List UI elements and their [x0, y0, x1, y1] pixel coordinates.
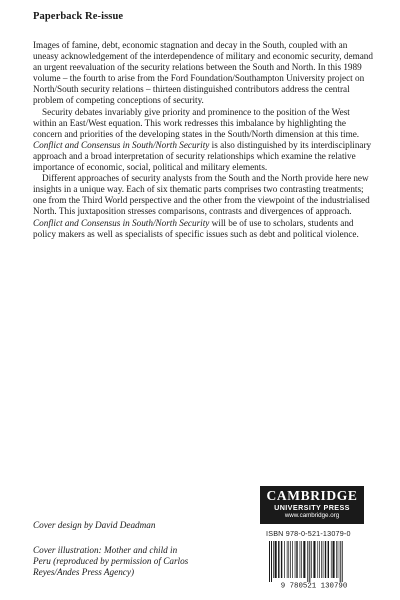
barcode-bar — [278, 541, 279, 578]
blurb-text: Security debates invariably give priority and prominence to the position of the West within an East/West equation. This work redresses this imbalance by highlighting the concern and priorities of the developing states in the South/North dimension at this time. — [33, 106, 360, 139]
barcode-bar — [309, 541, 310, 582]
blurb-text: will be of use to scholars, students and policy makers as well as specialists of specific issues such as debt and political violence. — [33, 217, 359, 239]
barcode-bar — [336, 541, 337, 578]
barcode-bar — [301, 541, 302, 578]
barcode-bar — [313, 541, 315, 578]
book-title-italic: Conflict and Consensus in South/North Security — [33, 139, 210, 150]
publisher-url: www.cambridge.org — [284, 512, 340, 519]
barcode-bar — [328, 541, 329, 578]
isbn-label: ISBN 978-0-521-13079-0 — [266, 529, 351, 538]
publisher-name: CAMBRIDGE — [266, 488, 358, 503]
barcode-bar — [292, 541, 293, 578]
barcode-bar — [319, 541, 320, 578]
blurb-paragraph-3 — [33, 173, 373, 240]
barcode-bar — [290, 541, 291, 578]
barcode-bar — [271, 541, 272, 582]
barcode-bar — [300, 541, 301, 578]
barcode-bar — [323, 541, 324, 578]
barcode — [262, 539, 366, 589]
barcode-bar — [269, 541, 270, 582]
blurb-text: Different approaches of security analysts from the South and the North provide here new insights in a unique way. Each of six thematic parts comprises two contrasting treatments; one from the Third World perspective and the other from the viewpoint of the industrialised North. This juxtaposition stresses comparisons, contrasts and divergences of approach. — [33, 173, 370, 217]
barcode-digits: 9 780521 130790 — [280, 582, 348, 589]
blurb — [33, 40, 373, 240]
barcode-bar — [303, 541, 305, 578]
barcode-bar — [317, 541, 318, 578]
barcode-bar — [311, 541, 312, 578]
barcode-bar — [288, 541, 289, 578]
barcode-bar — [273, 541, 274, 578]
blurb-text: is also distinguished by its interdisciplinary approach and a broad interpretation of security relationships which examine the relative importance of economic, social, political and military elements. — [33, 139, 372, 173]
publisher-subtitle: UNIVERSITY PRESS — [274, 503, 350, 512]
barcode-bar — [321, 541, 322, 578]
barcode-bar — [296, 541, 297, 578]
barcode-bar — [307, 541, 308, 582]
reissue-label: Paperback Re-issue — [33, 11, 124, 22]
publisher-logo — [260, 486, 364, 524]
book-title-italic: Conflict and Consensus in South/North Security — [33, 217, 210, 228]
barcode-bar — [325, 541, 326, 578]
barcode-bar — [340, 541, 341, 582]
barcode-bar — [284, 541, 285, 578]
blurb-paragraph-1: Images of famine, debt, economic stagnation and decay in the South, coupled with an uneasy acknowledgement of the interdependence of military and economic security, demand an urgent reevaluation of the security relations between the South and North. In this 1989 volume – the fourth to arise from the Ford Foundation/Southampton University project on North/South security relations – thirteen distinguished contributors address the central problem of competing conceptions of security. — [33, 40, 373, 106]
barcode-bar — [331, 541, 332, 578]
barcode-bar — [333, 541, 335, 578]
barcode-bar — [342, 541, 343, 582]
barcode-bar — [295, 541, 296, 578]
cover-illustration-credit: Cover illustration: Mother and child in Peru (reproduced by permission of Carlos Reyes/Andes Press Agency) — [33, 545, 189, 578]
cover-design-credit: Cover design by David Deadman — [33, 520, 156, 530]
blurb-paragraph-2 — [33, 107, 373, 174]
barcode-bar — [275, 541, 277, 578]
barcode-bar — [338, 541, 339, 578]
barcode-bar — [281, 541, 282, 578]
barcode-bar — [287, 541, 288, 578]
